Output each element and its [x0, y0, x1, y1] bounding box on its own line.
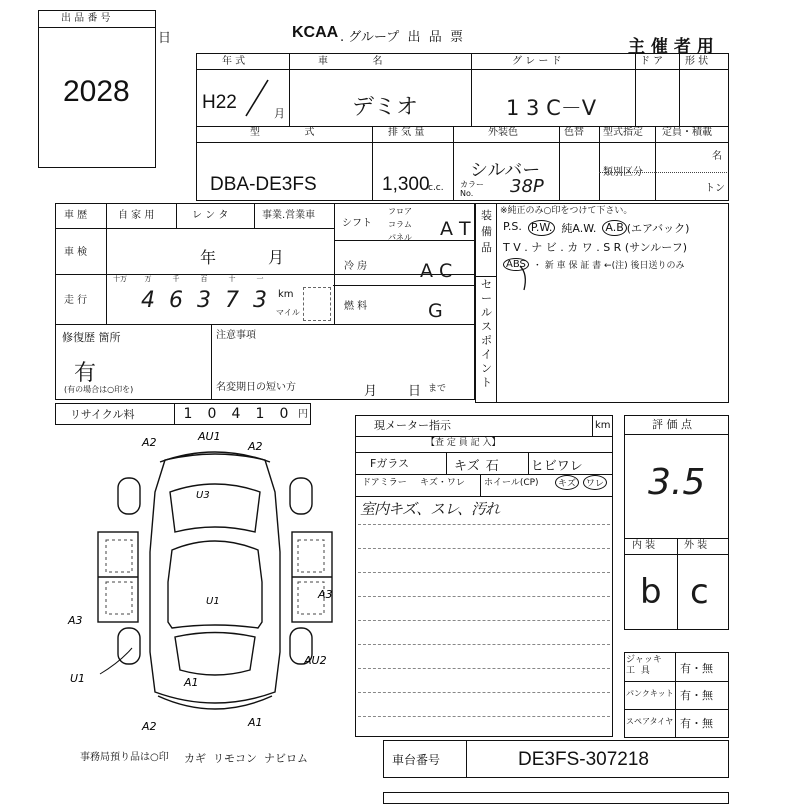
rental-label: レ ン タ — [192, 210, 229, 221]
mirror-label: ドアミラー — [362, 478, 407, 488]
capacity-unit-persons: 名 — [712, 151, 722, 162]
digit-label-1k: 千 — [172, 275, 180, 283]
mirror-values: キズ・ワレ — [420, 478, 465, 488]
mark-front-center: AU1 — [198, 430, 221, 443]
recycle-digit-3: 4 — [231, 406, 241, 422]
car-outline — [98, 452, 332, 709]
mileage-digits — [106, 276, 276, 322]
interior-label: 内 装 — [632, 540, 656, 551]
puncture-yes-no: 有・無 — [680, 689, 713, 702]
name-change-until: まで — [428, 384, 447, 394]
equip-ps: P.S. — [503, 220, 522, 233]
mileage-digit-10: 7 — [225, 288, 239, 313]
inspector-remark: 室内キズ、スレ、汚れ — [360, 500, 499, 518]
spare-yes-no: 有・無 — [680, 717, 713, 730]
equipment-check-stroke — [518, 262, 548, 292]
glass-scratch: キズ — [454, 459, 480, 474]
car-name-label: 車 名 — [318, 56, 383, 67]
ac-label: 冷 房 — [344, 261, 368, 272]
private-use-label: 自 家 用 — [118, 210, 155, 221]
displacement-unit: c.c. — [428, 183, 444, 193]
displacement-label: 排 気 量 — [388, 127, 425, 138]
exterior-color-label: 外装色 — [488, 127, 518, 138]
rating-value: 3.5 — [648, 462, 706, 503]
inspector-label: 【査 定 員 記 入】 — [426, 438, 501, 448]
shift-option-column: コラム — [388, 220, 412, 229]
km-label: km — [278, 289, 294, 300]
equip-pw: P.W. — [528, 220, 556, 236]
grade-value: 1 3 C－V — [506, 96, 597, 120]
mark-front-right: A2 — [248, 440, 263, 453]
displacement-value: 1,300 — [382, 174, 430, 195]
digit-label-100: 百 — [200, 275, 208, 283]
capacity-label: 定員・積載 — [662, 127, 712, 138]
mileage-digit-100k — [106, 288, 134, 313]
mark-left-side: A3 — [68, 614, 83, 627]
meter-unit: km — [595, 420, 611, 431]
mile-label: マイル — [276, 308, 300, 317]
mileage-digit-10k: 4 — [141, 288, 155, 313]
recycle-digit-4: 1 — [255, 406, 265, 422]
bottom-box — [383, 792, 729, 804]
digit-label-10k: 万 — [144, 275, 152, 283]
mark-roof: U1 — [206, 596, 220, 607]
color-change-label: 色替 — [564, 127, 584, 138]
model-value: DBA-DE3FS — [210, 174, 317, 195]
spare-tire-label: スペアタイヤ — [626, 717, 674, 726]
equipment-label: 装備品 — [481, 209, 492, 254]
lot-number-value: 2028 — [63, 75, 130, 108]
equip-ab-desc: (エアバック) — [626, 222, 690, 235]
puncture-kit-label: パンクキット — [626, 689, 674, 698]
glass-values — [454, 455, 583, 474]
door-label: ド ア — [640, 56, 664, 67]
digit-label-100k: 十万 — [113, 275, 127, 283]
equip-abs: ABS — [503, 258, 529, 271]
year-label: 年 式 — [222, 56, 246, 67]
capacity-unit-tons: トン — [705, 183, 725, 194]
business-use-label: 事業.営業車 — [262, 210, 316, 221]
mark-left-rear: U1 — [70, 672, 86, 685]
year-month-suffix: 月 — [274, 107, 285, 120]
name-change-day: 日 — [408, 384, 422, 399]
equip-aw: 純A.W. — [561, 222, 597, 235]
exterior-grade: c — [690, 572, 709, 612]
mark-left-rear-arrow — [100, 648, 132, 674]
exterior-label: 外 装 — [684, 540, 708, 551]
repair-label: 修復歴 箇所 — [62, 331, 121, 344]
glass-crack: ヒビワレ — [530, 459, 583, 474]
mark-hood: U3 — [196, 490, 210, 501]
shift-label: シフト — [342, 218, 372, 229]
mark-right-side: A3 — [318, 588, 333, 601]
form-title: . グループ 出 品 票 — [340, 30, 464, 45]
meter-label: 現メーター指示 — [374, 419, 451, 432]
mark-rear-left: A2 — [142, 720, 157, 733]
color-no-value: 38P — [510, 176, 544, 197]
category-label: 類別区分 — [603, 167, 643, 178]
shift-option-floor: フロア — [388, 207, 412, 216]
shift-value: A T — [440, 218, 471, 240]
digit-label-1: 一 — [256, 275, 264, 283]
glass-label: Fガラス — [370, 457, 409, 470]
equipment-line2: T V . ナ ビ . カ ワ . S R (サンルーフ) — [503, 241, 688, 254]
recycle-digit-5: 0 — [279, 406, 289, 422]
repair-value: 有 — [74, 361, 97, 386]
organizer-use: 主 催 者 用 — [628, 37, 714, 57]
inspection-year: 年 — [200, 248, 217, 267]
car-damage-diagram — [68, 430, 340, 733]
mileage-digit-1: 3 — [253, 288, 267, 313]
wheel-crack: ワレ — [583, 475, 607, 490]
wheel-label: ホイール(CP) — [484, 478, 539, 488]
mileage-digit-100: 3 — [197, 288, 211, 313]
mileage-label: 走 行 — [64, 295, 88, 306]
shape-label: 形 状 — [685, 56, 709, 67]
model-label: 型 式 — [250, 127, 315, 138]
recycle-digits — [176, 406, 296, 422]
equipment-line1 — [503, 220, 689, 236]
shift-option-panel: パネル — [388, 233, 412, 242]
wheel-values — [555, 475, 607, 490]
form-brand: KCAA — [292, 24, 339, 41]
recycle-unit: 円 — [298, 409, 308, 420]
jack-yes-no: 有・無 — [680, 662, 713, 675]
ac-value: A C — [420, 260, 453, 282]
day-suffix: 日 — [158, 31, 172, 46]
office-note: 事務局預り品は○印 — [80, 752, 169, 763]
color-no-label: カラー No. — [460, 180, 484, 198]
name-change-month: 月 — [364, 384, 378, 399]
mark-front-left: A2 — [142, 436, 157, 449]
fuel-value: G — [428, 300, 443, 322]
fuel-label: 燃 料 — [344, 301, 368, 312]
shift-options — [388, 205, 412, 244]
wheel-scratch: キズ — [555, 475, 579, 490]
office-items: カギ リモコン ナビロム — [184, 752, 308, 765]
recycle-label: リサイクル料 — [70, 408, 135, 421]
lot-number-box — [38, 10, 156, 168]
car-name-value: デミオ — [352, 95, 419, 120]
year-slash-mark — [238, 78, 278, 118]
inspection-month: 月 — [268, 248, 285, 267]
equip-ab: A.B — [602, 220, 626, 236]
type-designation-label: 型式指定 — [603, 127, 643, 138]
name-change-label: 名変期日の短い方 — [216, 382, 296, 393]
repair-note: (有の場合は○印を) — [64, 385, 134, 394]
lot-number-label: 出 品 番 号 — [61, 13, 111, 24]
chassis-label: 車台番号 — [392, 753, 441, 767]
history-label: 車 歴 — [64, 210, 88, 221]
grade-label: グ レ ー ド — [512, 56, 562, 67]
mark-rear-right: A1 — [248, 716, 263, 729]
mile-checkbox[interactable] — [303, 287, 331, 321]
recycle-digit-1: 1 — [183, 406, 193, 422]
notes-label: 注意事項 — [216, 330, 256, 341]
chassis-value: DE3FS-307218 — [518, 749, 649, 770]
equipment-note: ※純正のみ○印をつけて下さい。 — [500, 206, 633, 216]
year-value: H22 — [202, 92, 237, 113]
mileage-digit-1k: 6 — [169, 288, 183, 313]
rating-label: 評 価 点 — [652, 418, 692, 431]
equip-warranty: ・ 新 車 保 証 書 ←(注) 後日送りのみ — [532, 261, 685, 271]
digit-label-10: 十 — [228, 275, 236, 283]
exterior-color-value: シルバー — [470, 160, 541, 181]
inspection-label: 車 検 — [64, 247, 88, 258]
mark-rear-center: A1 — [184, 676, 199, 689]
interior-grade: b — [640, 572, 662, 612]
mark-right-rear: AU2 — [304, 654, 327, 667]
recycle-digit-2: 0 — [207, 406, 217, 422]
sales-point-label: セールスポイント — [481, 278, 492, 389]
glass-chip: 石 — [485, 459, 499, 474]
jack-label: ジャッキ 工 具 — [626, 655, 662, 676]
